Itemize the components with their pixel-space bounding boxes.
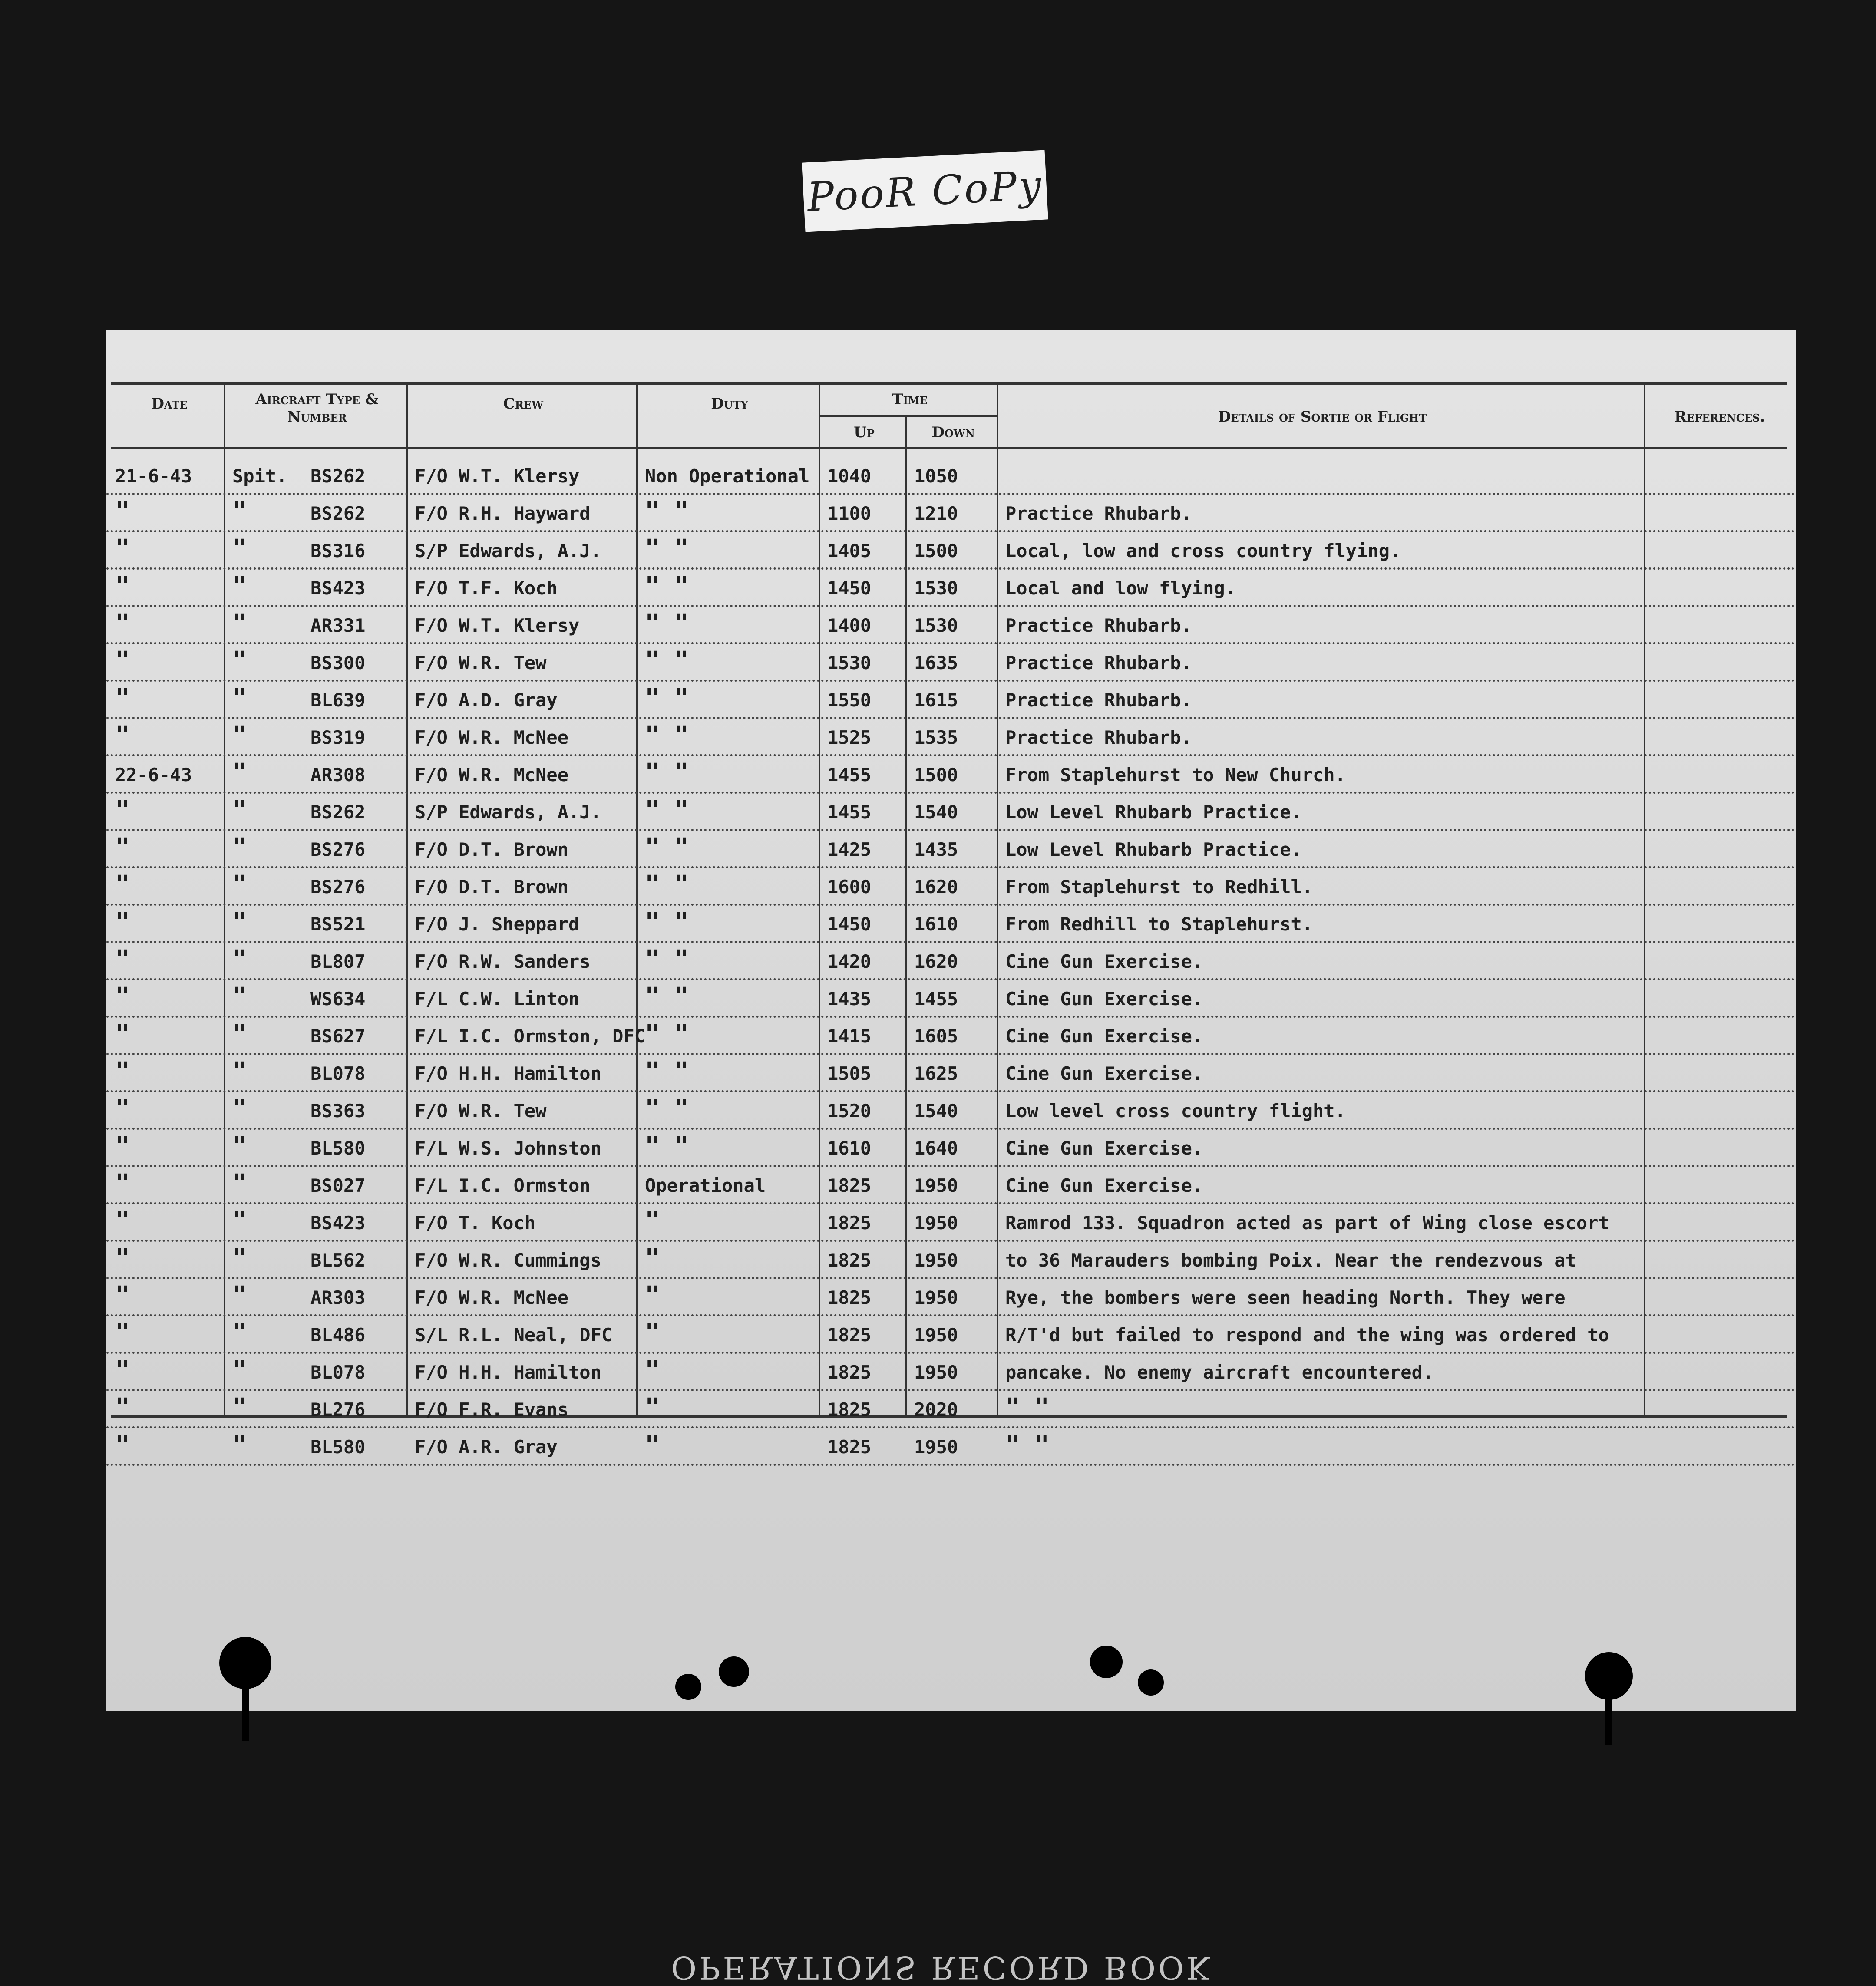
- cell-down: 1950: [914, 1324, 958, 1346]
- cell-duty: " ": [645, 684, 689, 712]
- cell-number: BS262: [310, 465, 366, 487]
- cell-type: ": [232, 1095, 247, 1123]
- cell-down: 1535: [914, 727, 958, 748]
- cell-date: ": [115, 1281, 130, 1310]
- cell-duty: ": [645, 1356, 660, 1384]
- table-row: [106, 1315, 1796, 1354]
- cell-type: ": [232, 1281, 247, 1310]
- cell-duty: " ": [645, 945, 689, 973]
- cell-type: ": [232, 721, 247, 749]
- cell-details: Cine Gun Exercise.: [1005, 1175, 1203, 1196]
- table-row: [106, 717, 1796, 756]
- table-row: [106, 1128, 1796, 1167]
- cell-number: BS262: [310, 802, 366, 823]
- cell-type: ": [232, 871, 247, 899]
- table-row: [106, 1016, 1796, 1055]
- cell-up: 1040: [827, 465, 872, 487]
- cell-number: BL486: [310, 1324, 366, 1346]
- cell-duty: " ": [645, 497, 689, 525]
- cell-down: 1500: [914, 540, 958, 561]
- header-references: References.: [1674, 408, 1765, 426]
- header-duty: Duty: [711, 395, 748, 412]
- cell-type: ": [232, 1132, 247, 1160]
- cell-date: ": [115, 1207, 130, 1235]
- table-row: [106, 867, 1796, 906]
- cell-number: BL807: [310, 951, 366, 972]
- table-row: [106, 829, 1796, 868]
- cell-duty: ": [645, 1281, 660, 1310]
- cell-duty: " ": [645, 833, 689, 861]
- cell-duty: " ": [645, 1057, 689, 1085]
- cell-number: BS627: [310, 1026, 366, 1047]
- cell-number: BS300: [310, 652, 366, 673]
- cell-details: Low Level Rhubarb Practice.: [1005, 802, 1302, 823]
- cell-crew: F/O W.R. Tew: [415, 1100, 547, 1122]
- cell-type: ": [232, 833, 247, 861]
- cell-up: 1520: [827, 1100, 872, 1122]
- cell-details: " ": [1005, 1431, 1050, 1459]
- cell-number: BS423: [310, 1212, 366, 1234]
- row-dotted-rule: [106, 1464, 1796, 1466]
- table-row: [106, 1203, 1796, 1242]
- cell-crew: F/O W.R. McNee: [415, 1287, 569, 1308]
- cell-crew: F/L I.C. Ormston: [415, 1175, 591, 1196]
- cell-type: ": [232, 534, 247, 563]
- cell-crew: F/O W.R. McNee: [415, 727, 569, 748]
- cell-number: BL639: [310, 689, 366, 711]
- cell-down: 1620: [914, 951, 958, 972]
- cell-type: ": [232, 759, 247, 787]
- cell-down: 1210: [914, 503, 958, 524]
- cell-number: BL562: [310, 1250, 366, 1271]
- cell-down: 1455: [914, 988, 958, 1009]
- cell-date: ": [115, 1244, 130, 1272]
- punch-hole-small: [1138, 1669, 1164, 1696]
- sortie-table: [106, 330, 1796, 1711]
- cell-crew: F/L C.W. Linton: [415, 988, 580, 1009]
- cell-type: Spit.: [232, 465, 287, 487]
- cell-duty: " ": [645, 908, 689, 936]
- cell-down: 1615: [914, 689, 958, 711]
- punch-hole-small: [1090, 1646, 1123, 1678]
- cell-details: to 36 Marauders bombing Poix. Near the rendezvous at: [1005, 1250, 1576, 1271]
- cell-duty: " ": [645, 759, 689, 787]
- cell-down: 1620: [914, 876, 958, 897]
- cell-crew: S/P Edwards, A.J.: [415, 802, 601, 823]
- table-row: [106, 568, 1796, 607]
- cell-details: Cine Gun Exercise.: [1005, 1138, 1203, 1159]
- cell-duty: Non Operational: [645, 465, 810, 487]
- cell-type: ": [232, 684, 247, 712]
- cell-crew: F/O W.T. Klersy: [415, 465, 580, 487]
- cell-details: Low level cross country flight.: [1005, 1100, 1346, 1122]
- cell-type: ": [232, 1356, 247, 1384]
- cell-details: Rye, the bombers were seen heading North. They were: [1005, 1287, 1566, 1308]
- cell-up: 1455: [827, 764, 872, 785]
- cell-duty: ": [645, 1393, 660, 1422]
- cell-type: ": [232, 796, 247, 824]
- table-row: [106, 605, 1796, 644]
- cell-duty: " ": [645, 1020, 689, 1048]
- cell-crew: F/O T.F. Koch: [415, 577, 558, 599]
- cell-number: WS634: [310, 988, 366, 1009]
- table-row: [106, 1091, 1796, 1130]
- cell-details: Cine Gun Exercise.: [1005, 988, 1203, 1009]
- cell-type: ": [232, 1207, 247, 1235]
- cell-duty: " ": [645, 534, 689, 563]
- cell-up: 1530: [827, 652, 872, 673]
- cell-duty: " ": [645, 721, 689, 749]
- punch-hole-small: [675, 1674, 701, 1700]
- cell-crew: F/O W.R. Cummings: [415, 1250, 601, 1271]
- cell-details: Low Level Rhubarb Practice.: [1005, 839, 1302, 860]
- cell-details: Ramrod 133. Squadron acted as part of Wing close escort: [1005, 1212, 1609, 1234]
- cell-details: Cine Gun Exercise.: [1005, 1063, 1203, 1084]
- cell-crew: F/O R.H. Hayward: [415, 503, 591, 524]
- cell-number: AR308: [310, 764, 366, 785]
- cell-date: ": [115, 684, 130, 712]
- cell-down: 1950: [914, 1250, 958, 1271]
- cell-type: ": [232, 1020, 247, 1048]
- cell-up: 1400: [827, 615, 872, 636]
- cell-down: 1640: [914, 1138, 958, 1159]
- cell-up: 1450: [827, 914, 872, 935]
- table-row: [106, 941, 1796, 980]
- cell-date: ": [115, 1132, 130, 1160]
- cell-date: ": [115, 833, 130, 861]
- cell-number: BL580: [310, 1138, 366, 1159]
- cell-details: Practice Rhubarb.: [1005, 689, 1192, 711]
- cell-date: ": [115, 796, 130, 824]
- cell-down: 1435: [914, 839, 958, 860]
- cell-crew: F/O W.R. McNee: [415, 764, 569, 785]
- cell-down: 1605: [914, 1026, 958, 1047]
- cell-up: 1825: [827, 1436, 872, 1458]
- cell-date: ": [115, 1393, 130, 1422]
- cell-type: ": [232, 497, 247, 525]
- cell-number: BS316: [310, 540, 366, 561]
- cell-type: ": [232, 1244, 247, 1272]
- cell-crew: F/O R.W. Sanders: [415, 951, 591, 972]
- cell-details: From Staplehurst to Redhill.: [1005, 876, 1313, 897]
- cell-details: Local, low and cross country flying.: [1005, 540, 1401, 561]
- table-row: [106, 979, 1796, 1018]
- cell-type: ": [232, 1431, 247, 1459]
- cell-duty: " ": [645, 647, 689, 675]
- cell-date: ": [115, 908, 130, 936]
- cell-duty: " ": [645, 1132, 689, 1160]
- header-date: Date: [151, 395, 188, 412]
- cell-up: 1505: [827, 1063, 872, 1084]
- table-row: [106, 643, 1796, 682]
- cell-crew: S/P Edwards, A.J.: [415, 540, 601, 561]
- cell-up: 1825: [827, 1362, 872, 1383]
- cell-down: 1950: [914, 1436, 958, 1458]
- cell-down: 1950: [914, 1362, 958, 1383]
- cell-type: ": [232, 1169, 247, 1198]
- cell-date: ": [115, 534, 130, 563]
- cell-type: ": [232, 945, 247, 973]
- cell-down: 1950: [914, 1212, 958, 1234]
- cell-date: ": [115, 1095, 130, 1123]
- cell-number: BL580: [310, 1436, 366, 1458]
- faint-bleed-text: OPERATIONS RECORD BOOK: [671, 1950, 1212, 1986]
- cell-details: R/T'd but failed to respond and the wing was ordered to: [1005, 1324, 1609, 1346]
- cell-number: BS319: [310, 727, 366, 748]
- cell-up: 1610: [827, 1138, 872, 1159]
- cell-details: From Redhill to Staplehurst.: [1005, 914, 1313, 935]
- cell-date: ": [115, 871, 130, 899]
- table-row: [106, 493, 1796, 532]
- cell-crew: F/O A.D. Gray: [415, 689, 558, 711]
- cell-date: ": [115, 1356, 130, 1384]
- cell-details: Cine Gun Exercise.: [1005, 951, 1203, 972]
- header-up: Up: [854, 424, 875, 441]
- cell-up: 1435: [827, 988, 872, 1009]
- cell-number: BS363: [310, 1100, 366, 1122]
- cell-date: ": [115, 721, 130, 749]
- cell-date: 22-6-43: [115, 764, 192, 785]
- table-row: [106, 456, 1796, 495]
- cell-crew: F/O H.H. Hamilton: [415, 1362, 601, 1383]
- cell-number: BS027: [310, 1175, 366, 1196]
- cell-up: 1825: [827, 1287, 872, 1308]
- cell-type: ": [232, 983, 247, 1011]
- table-row: [106, 1352, 1796, 1391]
- time-split-rule: [819, 415, 997, 417]
- cell-date: ": [115, 1431, 130, 1459]
- cell-down: 1635: [914, 652, 958, 673]
- header-bottom-rule: [111, 447, 1787, 449]
- cell-crew: S/L R.L. Neal, DFC: [415, 1324, 613, 1346]
- cell-number: AR303: [310, 1287, 366, 1308]
- table-row: [106, 1240, 1796, 1279]
- cell-duty: ": [645, 1431, 660, 1459]
- cell-details: From Staplehurst to New Church.: [1005, 764, 1346, 785]
- cell-date: ": [115, 1057, 130, 1085]
- cell-up: 1825: [827, 1175, 872, 1196]
- cell-number: BL078: [310, 1362, 366, 1383]
- cell-up: 1825: [827, 1324, 872, 1346]
- cell-number: BL276: [310, 1399, 366, 1420]
- cell-crew: F/O W.T. Klersy: [415, 615, 580, 636]
- cell-crew: F/O W.R. Tew: [415, 652, 547, 673]
- table-row: [106, 1427, 1796, 1466]
- cell-down: 1950: [914, 1175, 958, 1196]
- cell-type: ": [232, 572, 247, 600]
- cell-date: ": [115, 609, 130, 637]
- cell-duty: ": [645, 1207, 660, 1235]
- cell-details: Practice Rhubarb.: [1005, 615, 1192, 636]
- cell-crew: F/O D.T. Brown: [415, 876, 569, 897]
- cell-down: 1530: [914, 615, 958, 636]
- cell-type: ": [232, 908, 247, 936]
- cell-date: ": [115, 647, 130, 675]
- cell-up: 1100: [827, 503, 872, 524]
- poor-copy-label: [802, 150, 1048, 232]
- cell-details: Practice Rhubarb.: [1005, 727, 1192, 748]
- table-row: [106, 904, 1796, 943]
- cell-up: 1415: [827, 1026, 872, 1047]
- cell-up: 1450: [827, 577, 872, 599]
- header-crew: Crew: [503, 395, 544, 412]
- table-row: [106, 755, 1796, 794]
- cell-down: 1500: [914, 764, 958, 785]
- cell-crew: F/O J. Sheppard: [415, 914, 580, 935]
- cell-date: ": [115, 572, 130, 600]
- cell-type: ": [232, 1057, 247, 1085]
- cell-type: ": [232, 1393, 247, 1422]
- header-time: Time: [892, 391, 928, 408]
- cell-crew: F/O A.R. Gray: [415, 1436, 558, 1458]
- cell-number: BS276: [310, 839, 366, 860]
- table-row: [106, 1053, 1796, 1092]
- header-down: Down: [931, 424, 975, 441]
- punch-hole-right: [1585, 1652, 1633, 1700]
- table-row: [106, 1165, 1796, 1204]
- cell-details: " ": [1005, 1393, 1050, 1422]
- cell-up: 1600: [827, 876, 872, 897]
- cell-number: BS521: [310, 914, 366, 935]
- cell-date: ": [115, 945, 130, 973]
- cell-date: ": [115, 497, 130, 525]
- cell-up: 1455: [827, 802, 872, 823]
- header-details: Details of Sortie or Flight: [1218, 408, 1427, 426]
- punch-hole-left-tab: [242, 1680, 249, 1741]
- cell-date: ": [115, 1020, 130, 1048]
- cell-duty: ": [645, 1319, 660, 1347]
- table-row: [106, 531, 1796, 570]
- cell-details: Cine Gun Exercise.: [1005, 1026, 1203, 1047]
- cell-duty: " ": [645, 796, 689, 824]
- cell-down: 2020: [914, 1399, 958, 1420]
- cell-up: 1525: [827, 727, 872, 748]
- cell-date: ": [115, 983, 130, 1011]
- cell-details: Local and low flying.: [1005, 577, 1236, 599]
- cell-up: 1420: [827, 951, 872, 972]
- cell-down: 1610: [914, 914, 958, 935]
- cell-type: ": [232, 647, 247, 675]
- cell-up: 1550: [827, 689, 872, 711]
- cell-details: Practice Rhubarb.: [1005, 503, 1192, 524]
- table-row: [106, 792, 1796, 831]
- cell-duty: " ": [645, 871, 689, 899]
- table-row: [106, 1277, 1796, 1316]
- cell-date: ": [115, 1169, 130, 1198]
- punch-hole-small: [719, 1656, 749, 1687]
- cell-date: 21-6-43: [115, 465, 192, 487]
- document-sheet: [106, 330, 1796, 1986]
- header-aircraft: Aircraft Type & Number: [255, 391, 379, 426]
- cell-type: ": [232, 1319, 247, 1347]
- cell-up: 1425: [827, 839, 872, 860]
- cell-duty: ": [645, 1244, 660, 1272]
- cell-crew: F/L W.S. Johnston: [415, 1138, 601, 1159]
- cell-up: 1825: [827, 1250, 872, 1271]
- cell-duty: " ": [645, 983, 689, 1011]
- cell-duty: " ": [645, 1095, 689, 1123]
- cell-crew: F/O H.H. Hamilton: [415, 1063, 601, 1084]
- cell-crew: F/O F.R. Evans: [415, 1399, 569, 1420]
- cell-crew: F/L I.C. Ormston, DFC: [415, 1026, 646, 1047]
- cell-crew: F/O D.T. Brown: [415, 839, 569, 860]
- table-row: [106, 680, 1796, 719]
- cell-type: ": [232, 609, 247, 637]
- cell-down: 1540: [914, 1100, 958, 1122]
- cell-up: 1825: [827, 1212, 872, 1234]
- cell-date: ": [115, 1319, 130, 1347]
- cell-up: 1405: [827, 540, 872, 561]
- cell-down: 1540: [914, 802, 958, 823]
- punch-hole-right-tab: [1605, 1693, 1612, 1745]
- cell-duty: Operational: [645, 1175, 766, 1196]
- cell-details: Practice Rhubarb.: [1005, 652, 1192, 673]
- header-top-rule: [111, 382, 1787, 385]
- cell-duty: " ": [645, 609, 689, 637]
- poor-copy-text: PooR CoPy: [806, 162, 1044, 221]
- cell-number: AR331: [310, 615, 366, 636]
- cell-number: BS423: [310, 577, 366, 599]
- cell-number: BS262: [310, 503, 366, 524]
- cell-up: 1825: [827, 1399, 872, 1420]
- cell-crew: F/O T. Koch: [415, 1212, 536, 1234]
- cell-duty: " ": [645, 572, 689, 600]
- cell-details: pancake. No enemy aircraft encountered.: [1005, 1362, 1434, 1383]
- table-row: [106, 1389, 1796, 1428]
- cell-down: 1050: [914, 465, 958, 487]
- cell-down: 1530: [914, 577, 958, 599]
- cell-down: 1625: [914, 1063, 958, 1084]
- cell-down: 1950: [914, 1287, 958, 1308]
- cell-number: BS276: [310, 876, 366, 897]
- cell-number: BL078: [310, 1063, 366, 1084]
